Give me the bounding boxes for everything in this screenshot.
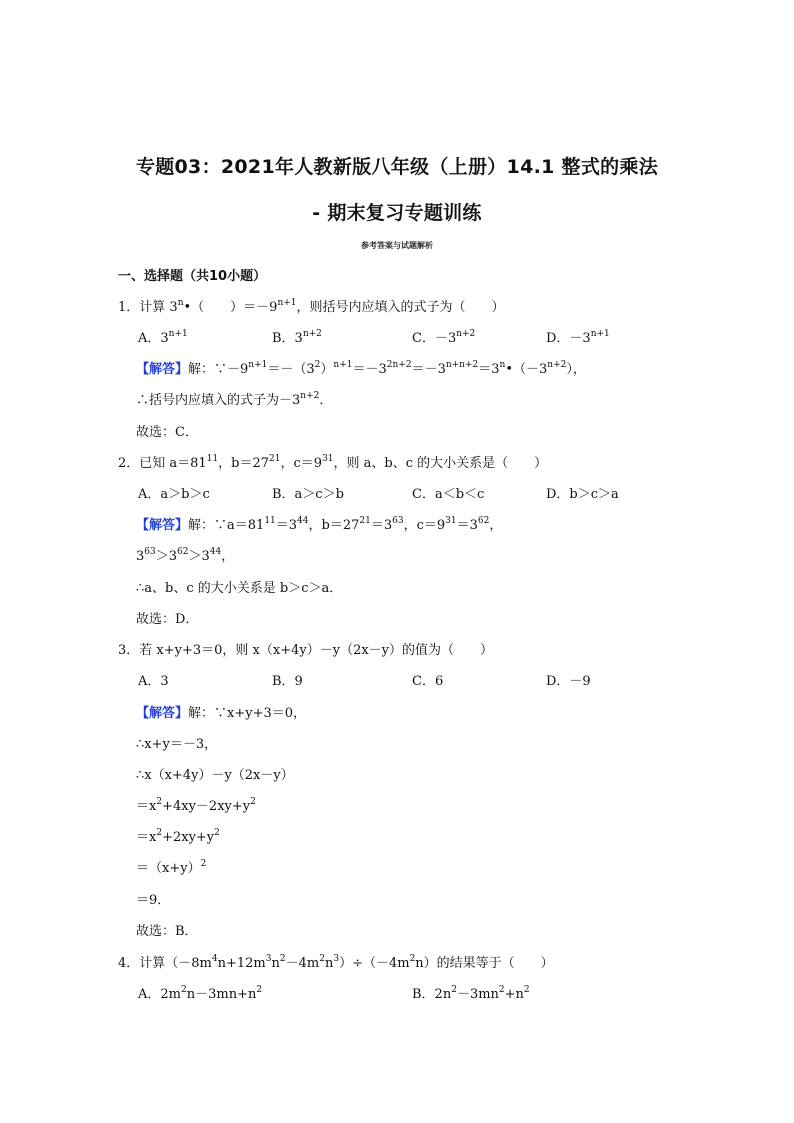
q3-answer: 【解答】解：∵x+y+3＝0， (136, 706, 307, 721)
answer-tag: 【解答】 (136, 706, 189, 721)
question-1-stem: 1．计算 3$^n$•（ ）$=-9^{n+1}$，则括号内应填入的式子为（ ） (118, 298, 505, 315)
q3-choice: 故选：B． (136, 924, 198, 939)
q1-choice: 故选：C． (136, 425, 198, 440)
q2-choice: 故选：D． (136, 612, 199, 627)
q1-option-a: A．$3^{n+1}$ (138, 329, 188, 346)
q2-conclusion: ∴a、b、c 的大小关系是 b＞c＞a． (136, 581, 343, 596)
q2-option-d: D．b＞c＞a (546, 487, 619, 502)
q3-step-2: ∴x（x+4y）－y（2x－y） (136, 768, 294, 783)
q3-option-d: D．－9 (546, 674, 591, 689)
q1-option-c: C．$-3^{n+2}$ (412, 329, 476, 346)
q3-step-4: $=x^2+2xy+y^2$ (136, 828, 220, 845)
q2-option-a: A．a＞b＞c (138, 487, 210, 502)
q3-step-3: $=x^2+4xy-2xy+y^2$ (136, 797, 256, 814)
q3-step-1: ∴x+y＝－3， (136, 737, 218, 752)
q3-option-c: C．6 (412, 674, 444, 689)
answer-subtitle: 参考答案与试题解析 (361, 240, 433, 250)
q4-option-b: B．$2n^2-3mn^2+n^2$ (412, 985, 530, 1002)
page-title-line1: 专题03：2021年人教新版八年级（上册）14.1 整式的乘法 (135, 156, 659, 178)
q1-option-b: B．$3^{n+2}$ (272, 329, 322, 346)
answer-tag: 【解答】 (136, 518, 189, 533)
q2-option-b: B．a＞c＞b (272, 487, 344, 502)
q1-option-d: D．$-3^{n+1}$ (546, 329, 610, 346)
question-4-stem: 4．计算$(-8m^4n+12m^3n^2-4m^2n^3)\div(-4m^2n)$的结果等于（ ） (118, 954, 554, 971)
section-heading: 一、选择题（共10小题） (118, 269, 267, 284)
q3-option-a: A．3 (138, 674, 169, 689)
q2-answer: 【解答】解：$\because a=81^{11}=3^{44}$，$b=27^{21}=3^{63}$，$c=9^{31}=3^{62}$， (136, 516, 503, 533)
q3-option-b: B．9 (272, 674, 303, 689)
q3-step-6: ＝9． (136, 893, 171, 908)
question-3-stem: 3．若 x+y+3＝0，则 x（x+4y）－y（2x－y）的值为（ ） (118, 643, 494, 658)
question-2-stem: 2．已知 $a=81^{11}$，$b=27^{21}$，$c=9^{31}$，则 a、b、c 的大小关系是（ ） (118, 454, 548, 471)
q1-answer: 【解答】解：$\because-9^{n+1}=-(3^2)^{n+1}=-3^{2n+2}=-3^{n+n+2}=3^n•(-3^{n+2})$， (136, 360, 586, 377)
answer-tag: 【解答】 (136, 362, 189, 377)
q3-step-5: $=(x+y)^2$ (136, 859, 207, 876)
q2-comparison: $3^{63}>3^{62}>3^{44}$， (136, 547, 235, 564)
page-title-line2: - 期末复习专题训练 (312, 202, 482, 224)
q2-option-c: C．a＜b＜c (412, 487, 485, 502)
q4-option-a: A．$2m^2n-3mn+n^2$ (138, 985, 263, 1002)
q1-conclusion: ∴括号内应填入的式子为$-3^{n+2}$． (136, 391, 333, 408)
